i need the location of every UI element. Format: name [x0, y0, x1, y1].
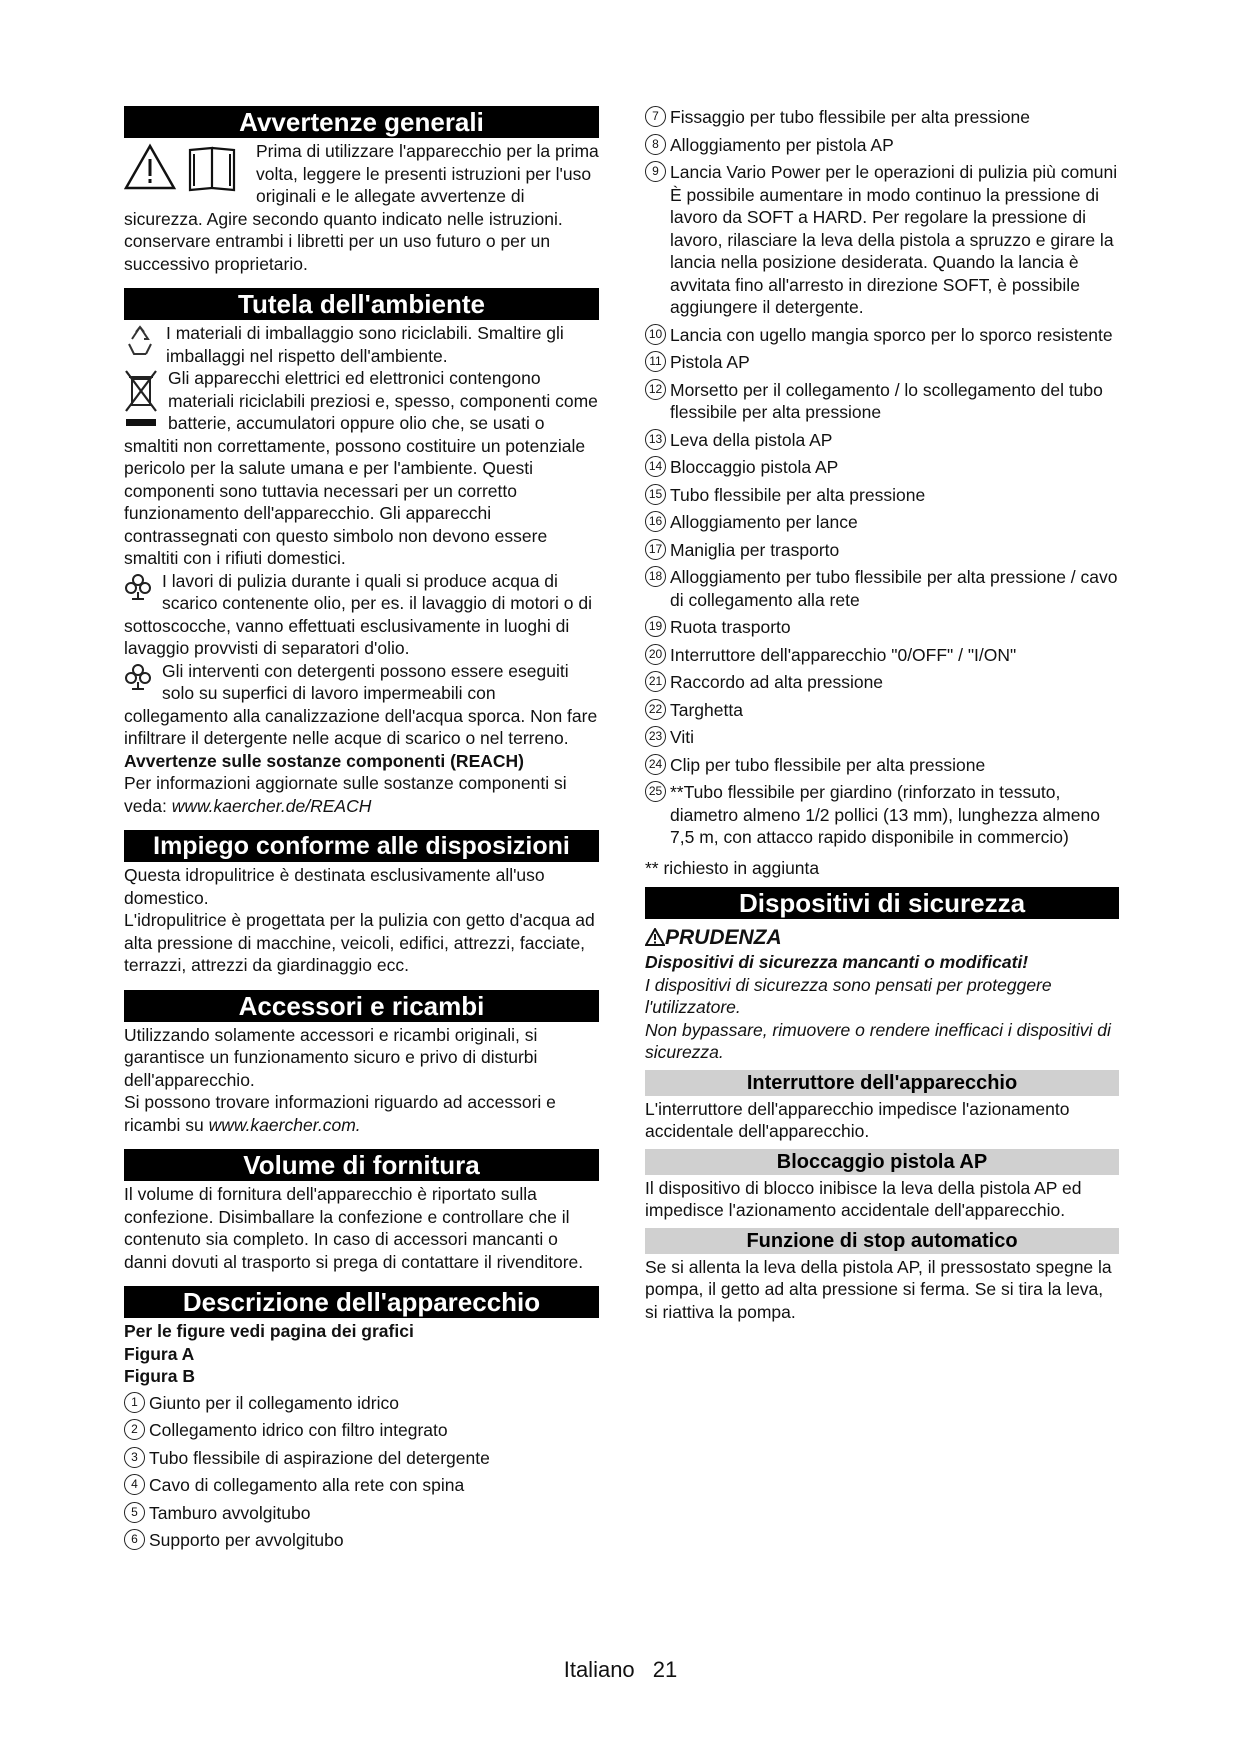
- item-number-badge: 6: [124, 1529, 145, 1550]
- item-text: Collegamento idrico con filtro integrato: [149, 1420, 448, 1440]
- supply-text: Il volume di fornitura dell'apparecchio è riportato sulla confezione. Disimballare la confezione e controllare che il contenuto sia completo. In caso di accessori mancanti o danni dovuti al trasporto si prega di contattare il rivenditore.: [124, 1184, 584, 1272]
- item-number-badge: 3: [124, 1447, 145, 1468]
- item-text: Raccordo ad alta pressione: [670, 672, 884, 692]
- gun-lock-text: Il dispositivo di blocco inibisce la leva della pistola AP ed impedisce l'azionamento accidentale dell'apparecchio.: [645, 1177, 1082, 1220]
- item-text: Maniglia per trasporto: [670, 539, 840, 560]
- recycle-icon: [124, 324, 156, 360]
- item-text: Supporto per avvolgitubo: [149, 1530, 344, 1550]
- item-text: Tamburo avvolgitubo: [149, 1502, 311, 1523]
- footer-language: Italiano: [563, 1657, 635, 1682]
- item-number-badge: 11: [645, 351, 666, 372]
- item-text: Fissaggio per tubo flessibile per alta pressione: [670, 107, 1030, 127]
- auto-stop-text: Se si allenta la leva della pistola AP, il pressostato spegne la pompa, il getto ad alta pressione si ferma. Se si tira la leva, si riattiva la pompa.: [645, 1256, 1112, 1322]
- list-item: [124, 1419, 599, 1442]
- list-item: [645, 699, 1119, 722]
- list-item: [645, 351, 1119, 374]
- left-column: [124, 106, 599, 1565]
- use-text-2: L'idropulitrice è progettata per la pulizia con getto d'acqua ad alta pressione di macchine, veicoli, edifici, attrezzi, facciate, terrazzi, attrezzi da giardinaggio ecc.: [124, 910, 595, 975]
- list-item: [645, 616, 1119, 639]
- item-text: Lancia con ugello mangia sporco per lo sporco resistente: [670, 324, 1113, 345]
- section-safety-devices: [645, 887, 1119, 1323]
- use-text-1: Questa idropulitrice è destinata esclusivamente all'uso domestico.: [124, 865, 545, 908]
- list-item: [124, 1502, 599, 1525]
- caution-text: PRUDENZA: [665, 926, 782, 949]
- list-item: [645, 644, 1119, 667]
- section-intended-use: [124, 830, 599, 977]
- item-number-badge: 5: [124, 1502, 145, 1523]
- page-footer: [0, 1656, 1241, 1684]
- list-item: [645, 106, 1119, 129]
- list-item: [645, 781, 1119, 849]
- item-number-badge: 22: [645, 699, 666, 720]
- general-keep-text: conservare entrambi i libretti per un uso futuro o per un successivo proprietario.: [124, 231, 551, 274]
- item-number-badge: 16: [645, 511, 666, 532]
- accessories-link[interactable]: www.kaercher.com.: [208, 1114, 361, 1135]
- list-item: [645, 484, 1119, 507]
- figure-a-label: Figura A: [124, 1343, 195, 1364]
- item-text: Alloggiamento per lance: [670, 512, 858, 532]
- section-environment: [124, 288, 599, 817]
- item-number-badge: 19: [645, 616, 666, 637]
- oil-text: I lavori di pulizia durante i quali si produce acqua di scarico contenente olio, per es. il lavaggio di motori o di sottoscocche, vanno effettuati esclusivamente in luoghi di lavaggio provvisti di separatori d'olio.: [124, 570, 592, 658]
- reach-link[interactable]: www.kaercher.de/REACH: [171, 795, 372, 816]
- item-number-badge: 21: [645, 671, 666, 692]
- reach-title: Avvertenze sulle sostanze componenti (REACH): [124, 750, 524, 771]
- item-text: Tubo flessibile di aspirazione del detergente: [149, 1447, 490, 1468]
- item-number-badge: 10: [645, 324, 666, 345]
- footnote: ** richiesto in aggiunta: [645, 857, 820, 878]
- detergent-block: [124, 660, 599, 750]
- right-column: [645, 106, 1119, 1323]
- item-text: Morsetto per il collegamento / lo scollegamento del tubo flessibile per alta pressione: [670, 379, 1103, 422]
- item-text: Bloccaggio pistola AP: [670, 457, 839, 477]
- caution-label: [645, 925, 1119, 951]
- item-text: Alloggiamento per pistola AP: [670, 134, 894, 155]
- item-text: Giunto per il collegamento idrico: [149, 1392, 399, 1413]
- item-number-badge: 9: [645, 161, 666, 182]
- crossed-bin-icon: [124, 369, 158, 429]
- item-text: **Tubo flessibile per giardino (rinforzato in tessuto, diametro almeno 1/2 pollici (13 mm), lunghezza almeno 7,5 m, con attacco rapido disponibile in commercio): [670, 782, 1100, 847]
- list-item: [645, 134, 1119, 157]
- list-item: [645, 379, 1119, 424]
- list-item: [645, 754, 1119, 777]
- item-text: Pistola AP: [670, 352, 750, 372]
- list-item: [645, 456, 1119, 479]
- item-number-badge: 7: [645, 106, 666, 127]
- list-item: [645, 511, 1119, 534]
- heading-description: Descrizione dell'apparecchio: [124, 1286, 599, 1318]
- general-intro-text: Prima di utilizzare l'apparecchio per la prima volta, leggere le presenti istruzioni per l'uso originali e le allegate avvertenze di sicurezza. Agire secondo quanto indicato nelle istruzioni.: [124, 141, 599, 229]
- list-item: [124, 1447, 599, 1470]
- list-item: [645, 726, 1119, 749]
- item-number-badge: 8: [645, 134, 666, 155]
- item-number-badge: 20: [645, 644, 666, 665]
- page-number: 21: [652, 1657, 678, 1682]
- item-text: Clip per tubo flessibile per alta pressione: [670, 754, 986, 775]
- item-number-badge: 4: [124, 1474, 145, 1495]
- item-number-badge: 1: [124, 1392, 145, 1413]
- item-text: Lancia Vario Power per le operazioni di pulizia più comuni: [670, 162, 1118, 182]
- item-number-badge: 2: [124, 1419, 145, 1440]
- heading-environment: Tutela dell'ambiente: [124, 288, 599, 320]
- figure-b-label: Figura B: [124, 1366, 195, 1386]
- oil-water-icon: [124, 572, 152, 602]
- item-number-badge: 15: [645, 484, 666, 505]
- accessories-text-2: Si possono trovare informazioni riguardo ad accessori e ricambi su: [124, 1092, 556, 1135]
- section-supply: [124, 1149, 599, 1273]
- section-accessories: [124, 990, 599, 1137]
- list-item: [124, 1474, 599, 1497]
- warning-triangle-icon: [645, 928, 665, 946]
- list-item: [124, 1529, 599, 1552]
- device-switch-text: L'interruttore dell'apparecchio impedisce l'azionamento accidentale dell'apparecchio.: [645, 1098, 1070, 1141]
- recycle-block: [124, 322, 599, 367]
- list-item: [645, 161, 1119, 319]
- figures-note: Per le figure vedi pagina dei grafici: [124, 1321, 414, 1341]
- warning-text-1: I dispositivi di sicurezza sono pensati per proteggere l'utilizzatore.: [645, 974, 1052, 1017]
- warning-manual-icons: [124, 142, 246, 194]
- accessories-paragraph-2: [124, 1091, 599, 1136]
- heading-intended-use: Impiego conforme alle disposizioni: [124, 830, 599, 862]
- section-general-warnings: [124, 106, 599, 275]
- item-9-detail: È possibile aumentare in modo continuo la pressione di lavoro da SOFT a HARD. Per regolare la pressione di lavoro, rilasciare la leva della pistola a spruzzo e girare la lancia nella posizione desiderata. Quando la lancia è avvitata fino all'arresto in direzione SOFT, è possibile aggiungere il detergente.: [670, 184, 1114, 317]
- recycle-text: I materiali di imballaggio sono riciclabili. Smaltire gli imballaggi nel rispetto dell'ambiente.: [166, 323, 564, 366]
- reach-paragraph: [124, 772, 599, 817]
- heading-general-warnings: Avvertenze generali: [124, 106, 599, 138]
- weee-text: Gli apparecchi elettrici ed elettronici contengono materiali riciclabili preziosi e, spesso, componenti come batterie, accumulatori oppure olio che, se usati o smaltiti non correttamente, possono costituire un potenziale pericolo per la salute umana e per l'ambiente. Questi componenti sono tuttavia necessari per un corretto funzionamento dell'apparecchio. Gli apparecchi contrassegnati con questo simbolo non devono essere smaltiti con i rifiuti domestici.: [124, 368, 598, 568]
- item-text: Cavo di collegamento alla rete con spina: [149, 1475, 465, 1495]
- list-item: [124, 1392, 599, 1415]
- weee-block: [124, 367, 599, 570]
- heading-auto-stop: Funzione di stop automatico: [645, 1228, 1119, 1254]
- list-item: [645, 429, 1119, 452]
- heading-supply: Volume di fornitura: [124, 1149, 599, 1181]
- heading-device-switch: Interruttore dell'apparecchio: [645, 1070, 1119, 1096]
- item-number-badge: 24: [645, 754, 666, 775]
- item-text: Viti: [670, 727, 694, 747]
- item-number-badge: 17: [645, 539, 666, 560]
- list-item: [645, 671, 1119, 694]
- heading-safety-devices: Dispositivi di sicurezza: [645, 887, 1119, 919]
- accessories-text-1: Utilizzando solamente accessori e ricambi originali, si garantisce un funzionamento sicuro e privo di disturbi dell'apparecchio.: [124, 1024, 538, 1090]
- item-number-badge: 12: [645, 379, 666, 400]
- list-item: [645, 539, 1119, 562]
- item-text: Ruota trasporto: [670, 617, 791, 637]
- warning-text-2: Non bypassare, rimuovere o rendere inefficaci i dispositivi di sicurezza.: [645, 1019, 1111, 1062]
- item-text: Tubo flessibile per alta pressione: [670, 484, 926, 505]
- section-description: [124, 1286, 599, 1552]
- item-text: Interruttore dell'apparecchio "0/OFF" / "I/ON": [670, 644, 1017, 665]
- item-number-badge: 13: [645, 429, 666, 450]
- oil-block: [124, 570, 599, 660]
- list-item: [645, 566, 1119, 611]
- detergent-water-icon: [124, 662, 152, 692]
- item-number-badge: 18: [645, 566, 666, 587]
- detergent-text: Gli interventi con detergenti possono essere eseguiti solo su superfici di lavoro impermeabili con collegamento alla canalizzazione dell'acqua sporca. Non fare infiltrare il detergente nelle acque di scarico o nel terreno.: [124, 660, 598, 748]
- list-item: [645, 324, 1119, 347]
- heading-gun-lock: Bloccaggio pistola AP: [645, 1149, 1119, 1175]
- item-text: Leva della pistola AP: [670, 429, 833, 450]
- item-text: Alloggiamento per tubo flessibile per alta pressione / cavo di collegamento alla rete: [670, 567, 1118, 610]
- warning-triangle-manual-icon: [124, 142, 246, 194]
- reach-text: Per informazioni aggiornate sulle sostanze componenti si veda:: [124, 773, 567, 816]
- heading-accessories: Accessori e ricambi: [124, 990, 599, 1022]
- item-text: Targhetta: [670, 699, 743, 720]
- warning-title: Dispositivi di sicurezza mancanti o modificati!: [645, 952, 1029, 972]
- item-number-badge: 14: [645, 456, 666, 477]
- item-number-badge: 23: [645, 726, 666, 747]
- item-number-badge: 25: [645, 781, 666, 802]
